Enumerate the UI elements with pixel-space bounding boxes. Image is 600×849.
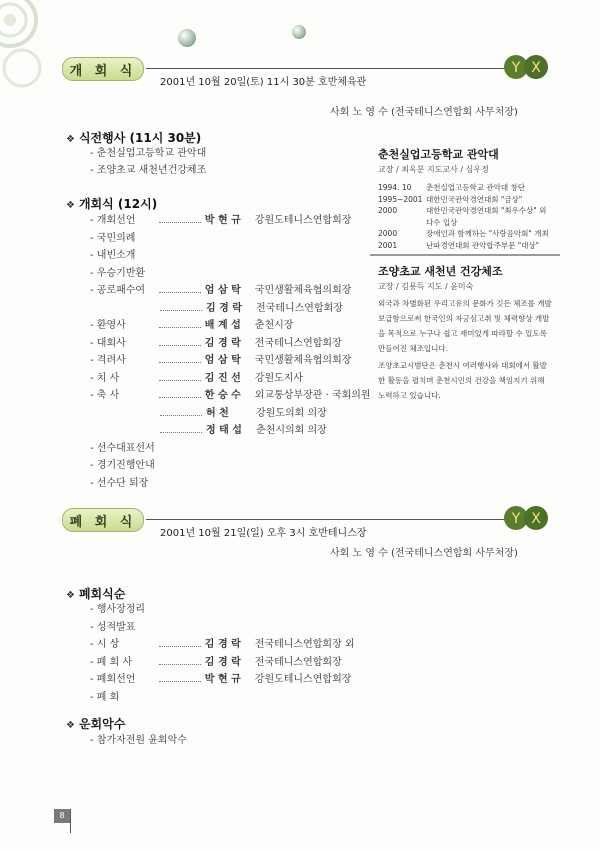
program-label: 대회사 [96,337,126,349]
svg-text:X: X [531,60,541,76]
program-row: - 치 사 김 진 선 강원도지사 [90,372,304,384]
list-item: - 조양초교 새천년건강체조 [90,165,207,176]
person-role: 전국테니스연합회장 [254,656,342,668]
person-role: 전국테니스연합회장 외 [254,639,355,650]
history-row [378,205,546,217]
description-line: 보급함으로써 한국인의 자긍심고취 및 체력향상 개발 [378,314,550,323]
diamond-bullet-icon: ❖ [66,720,75,731]
program-label: 경기진행안내 [96,460,155,471]
decorative-orb [178,29,196,47]
program-label: 폐회선언 [96,674,136,685]
program-label: 국민의례 [96,232,136,244]
opening-title-pill [62,57,144,81]
program-row: - 시 상 김 경 락 전국테니스연합회장 외 [90,639,355,650]
list-item: - 참가자전원 윤회악수 [90,735,187,746]
person-name: 배 계 섭 [204,320,241,331]
program-row: - 폐 회 [90,691,159,704]
person-name: 김 경 락 [204,639,241,650]
history-row [378,194,522,206]
history-text: 대한민국관악경연대회 "금상" [426,194,523,204]
person-name: 박 현 규 [204,215,241,226]
section-heading-pre-ceremony: ❖ 식전행사 (11시 30분) [66,131,202,145]
program-label: 선수단 퇴장 [96,477,149,489]
program-label: 행사장정리 [96,604,146,615]
dot-leader [159,284,201,293]
program-label: 공로패수여 [96,285,146,296]
person-name: 김 진 선 [204,372,241,384]
person-role: 전국테니스연합회장 [256,302,343,314]
program-label: 폐 회 사 [96,656,133,668]
description-line: 노력하고 있습니다. [378,391,441,400]
program-row: - 선수단 퇴장 [90,477,159,490]
program-row: - 공로패수여 엄 삼 탁 국민생활체육협의회장 [90,285,352,296]
program-row: - 성적발표 [90,621,159,634]
program-label: 환영사 [96,320,126,331]
section-heading-handshake: ❖ 운회악수 [66,717,126,731]
person-name: 엄 삼 탁 [204,285,241,296]
program-row: - 개회선언 박 현 규 강원도테니스연합회장 [90,215,352,226]
person-role: 춘천시장 [254,320,294,331]
tennis-logo-icon [502,504,550,532]
program-label: 시 상 [96,639,120,650]
diamond-bullet-icon: ❖ [66,200,75,211]
person-name: 허 천 [206,407,229,419]
dot-leader [159,354,201,363]
program-label: 축 사 [96,390,120,401]
person-role: 춘천시의회 의장 [256,425,327,436]
list-item: - 춘천실업고등학교 관악대 [90,148,207,159]
dot-leader [159,673,201,682]
program-row: - 선수대표선서 [90,442,159,455]
decorative-orb [292,25,306,39]
history-row [378,217,457,229]
closing-title: 폐 회 식 [69,514,137,530]
tennis-logo-icon [502,53,550,81]
opening-host: 사회 노 영 수 (전국테니스연합회 사무처장) [330,107,518,118]
program-label: 치 사 [96,372,120,384]
closing-datetime: 2001년 10월 21일(일) 오후 3시 호반테니스장 [160,528,367,539]
description-line: 외국과 차별화된 우리고유의 문화가 깃든 체조를 개발 [378,299,552,308]
program-row: - 행사장정리 [90,603,159,616]
person-name: 김 경 락 [206,302,242,314]
program-row [90,424,327,437]
program-label: 선수대표선서 [96,442,155,454]
program-row: - 환영사 배 계 섭 춘천시장 [90,320,294,331]
dot-leader [159,214,201,223]
program-label: 폐 회 [96,691,120,703]
person-role: 국민생활체육협의회장 [254,285,352,296]
dot-leader [159,337,201,346]
program-label: 개회선언 [96,215,136,226]
person-name: 정 태 섭 [206,425,242,436]
band-staff: 교장 / 최옥분 지도교사 / 심우정 [378,165,489,174]
person-role: 강원도의회 의장 [256,407,327,419]
page-number-rule [70,809,71,833]
program-row [90,407,327,420]
section-heading-closing: ❖ 폐회식순 [66,587,126,601]
history-year: 2001 [378,240,398,250]
dot-leader [159,372,201,381]
person-name: 엄 삼 탁 [204,355,241,366]
dot-leader [160,302,202,311]
history-year: 1994. 10 [378,183,412,192]
program-row: - 축 사 한 승 수 외교통상부장관 · 국회의원 [90,390,371,401]
closing-title-pill [62,508,144,532]
person-name: 한 승 수 [204,390,241,401]
person-role: 강원도테니스연합회장 [254,215,352,226]
dot-leader [160,407,202,416]
choyang-staff: 교장 / 김용득 지도 / 윤미숙 [378,282,474,291]
history-row [378,240,539,252]
description-line: 만들어진 체조입니다. [378,344,448,353]
program-label: 격려사 [96,355,126,366]
program-row: - 대회사 김 경 락 전국테니스연합회장 [90,337,342,349]
diamond-bullet-icon: ❖ [66,134,75,145]
diamond-bullet-icon: ❖ [66,590,75,601]
history-row [378,182,525,194]
choyang-title: 조양초교 새천년 건강체조 [378,265,503,278]
opening-title: 개 회 식 [69,63,137,79]
program-row: - 국민의례 [90,232,159,245]
program-row: - 우승기반환 [90,267,159,280]
description-line: 조양초교시범단은 춘천시 여러행사와 대회에서 활발 [378,361,547,370]
history-text: 다수 입상 [426,217,458,227]
program-row: - 격려사 엄 삼 탁 국민생활체육협의회장 [90,355,352,366]
description-line: 한 활동을 펼치며 춘천시민의 건강을 책임지기 위해 [378,376,545,385]
dot-leader [160,424,202,433]
svg-text:X: X [531,511,541,527]
section-heading-opening: ❖ 개회식 (12시) [66,197,158,211]
person-name: 박 현 규 [204,674,241,685]
person-name: 김 경 락 [204,337,241,349]
person-role: 강원도테니스연합회장 [254,674,352,685]
corner-ornament [0,0,70,95]
history-year: 2000 [378,206,398,215]
band-title: 춘천실업고등학교 관악대 [378,148,499,161]
closing-host: 사회 노 영 수 (전국테니스연합회 사무처장) [330,548,518,559]
opening-header-rule [146,68,506,69]
program-label: 내빈소개 [96,250,136,261]
history-text: 대한민국관악경연대회 "최우수상" 외 [426,206,547,215]
dot-leader [159,638,201,647]
closing-header-rule [146,519,506,520]
program-row: - 경기진행안내 [90,459,159,472]
history-year: 2000 [378,229,398,238]
svg-text:Y: Y [511,511,521,527]
dot-leader [159,389,201,398]
person-role: 국민생활체육협의회장 [254,355,352,366]
person-role: 강원도지사 [254,372,304,384]
description-line: 을 목적으로 누구나 쉽고 재미있게 따라할 수 있도록 [378,329,547,338]
program-label: 성적발표 [96,621,136,633]
person-role: 외교통상부장관 · 국회의원 [254,390,371,401]
opening-datetime: 2001년 10월 20일(토) 11시 30분 호반체육관 [160,77,367,88]
panel-divider [370,254,560,256]
program-row: - 폐회선언 박 현 규 강원도테니스연합회장 [90,674,352,685]
person-name: 김 경 락 [204,656,241,668]
svg-text:Y: Y [511,60,521,76]
program-row: - 내빈소개 [90,249,159,262]
program-label: 우승기반환 [96,267,146,279]
history-text: 난파경연대회 관악합주부문 "대상" [426,240,540,250]
history-year: 1995~2001 [378,194,423,204]
history-text: 춘천실업고등학교 관악대 창단 [426,183,525,192]
dot-leader [159,656,201,665]
dot-leader [159,319,201,328]
page-number: 8 [54,809,70,823]
history-text: 장애인과 함께하는 "사랑음악회" 개최 [426,229,549,238]
program-row: - 폐 회 사 김 경 락 전국테니스연합회장 [90,656,342,668]
program-row [90,302,343,315]
person-role: 전국테니스연합회장 [254,337,342,349]
history-row [378,228,549,240]
